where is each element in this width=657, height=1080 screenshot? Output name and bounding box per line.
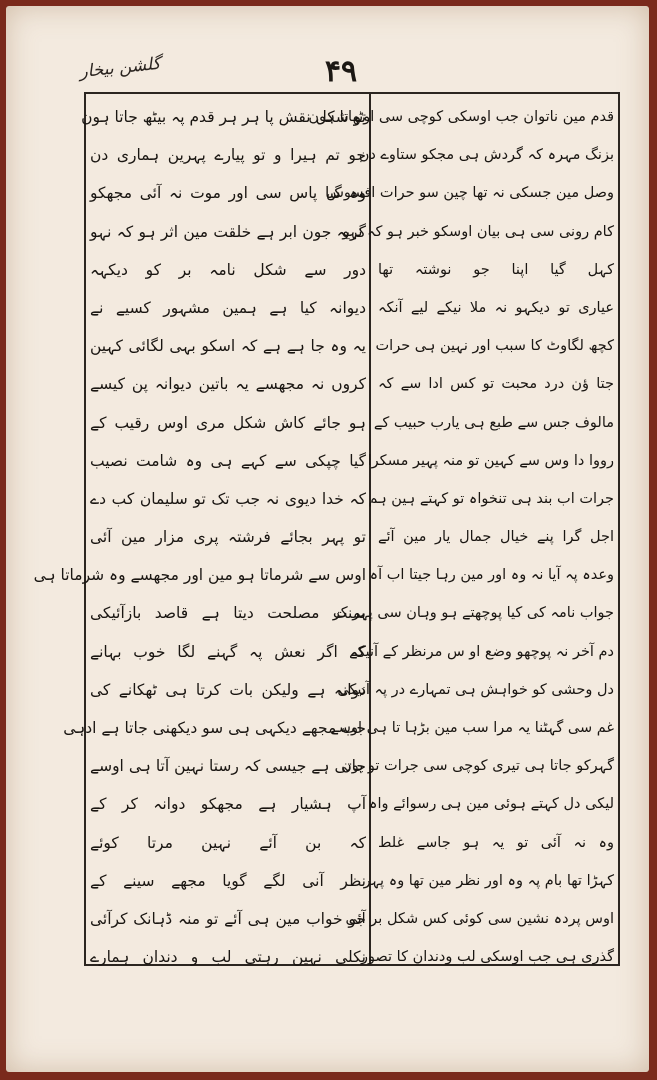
right-column-line: جواب نامہ کی کیا پوچھتے ہو وہان سی پہر کر xyxy=(332,605,614,622)
left-column xyxy=(33,98,366,976)
page-number: ۴۹ xyxy=(324,54,358,89)
left-column-line: جب مجھے دیکہی ہی سو دیکھنی جاتا ہے ادہی xyxy=(63,719,366,737)
right-column xyxy=(308,98,614,976)
left-column-line: تو شکل نقش پا ہر ہر قدم پہ بیٹھ جاتا ہون xyxy=(81,108,366,126)
left-column-line: تو پہر بجائے فرشتہ پری مزار مین آئی xyxy=(90,528,366,547)
right-column-line: وصل مین جسکی نہ تھا چین سو حرات افسوس xyxy=(326,185,614,202)
right-column-line: اجل گرا پنے خیال جمال یار مین آئے xyxy=(378,529,614,546)
left-column-line: آپ ہشیار ہے مجھکو دوانہ کر کے xyxy=(90,795,366,814)
left-column-line: اوس سے شرماتا ہو مین اور مجھسے وہ شرماتا ہی xyxy=(33,566,366,585)
right-column-line: لیکی دل کہتے ہوئی مین ہی رسوائے واہ xyxy=(368,796,614,813)
right-column-line: وعدہ پہ آیا نہ وہ اور مین رہا جیتا اب آہ xyxy=(369,567,614,584)
left-column-line: کہ اگر نعش پہ گہنے لگا خوب بہانے xyxy=(90,642,366,661)
right-column-line: دم آخر نہ پوچھو وضع او س مرنظر کے آنیکے xyxy=(349,643,614,660)
right-column-line: عیاری تو دیکہو نہ ملا نیکے لیے آنکہ xyxy=(378,299,614,316)
right-column-line: دل وحشی کو خواہش ہی تمہارے در پہ آنیکی xyxy=(337,681,614,698)
manuscript-page xyxy=(6,6,649,1072)
right-column-line: غم سی گہٹنا یہ مرا سب مین بڑہا تا ہی اوسے xyxy=(330,720,614,736)
left-column-line: دور سے شکل نامہ بر کو دیکہہ xyxy=(90,260,366,279)
left-column-line: کروں نہ مجھسے یہ باتین دیوانہ پن کیسے xyxy=(90,375,366,394)
right-column-line: کام رونی سی ہی بیان اوسکو خبر ہو کہ نہو xyxy=(342,223,614,240)
left-column-line: یہ وہ جا ہے ہے کہ اسکو بہی لگائی کہین xyxy=(90,337,366,356)
right-column-line: رووا دا وس سے کہین تو منہ پہیر مسکرا xyxy=(367,452,614,469)
right-column-line: کہل گیا اپنا جو نوشتہ تھا xyxy=(378,261,614,278)
left-column-line: کہ خدا دیوی نہ جب تک تو سلیمان کب دے xyxy=(90,489,366,508)
left-column-line: دوانہ ہے ولیکن بات کرتا ہی ٹھکانے کی xyxy=(90,680,366,699)
left-column-line: ہو جائے کاش شکل مری اوس رقیب کے xyxy=(90,413,366,432)
left-column-line: جو تم ہیرا و تو پیارے پہرین ہماری دن xyxy=(90,146,366,165)
left-column-line: نظر آنی لگے گویا مجھے سینے کے xyxy=(90,871,366,890)
running-title: گلشن بیخار xyxy=(78,53,162,83)
left-column-line: دیوانہ کیا ہے ہمین مشہور کسیے نے xyxy=(90,298,366,317)
right-column-line: وہ نہ آئی تو یہ ہو جاسے غلط xyxy=(378,834,614,851)
right-column-line: بزنگ مہرہ کہ گردش ہی مجکو ستاوے دن xyxy=(358,147,614,164)
right-column-line: گذری ہی جب اوسکی لب ودندان کا تصور xyxy=(360,949,614,966)
left-column-line: گریہ جون ابر ہے خلقت مین اثر ہو کہ نہو xyxy=(90,222,366,241)
right-column-line: کچھ لگاوٹ کا سبب اور نہین ہی حرات xyxy=(375,338,614,355)
right-column-line: گہرکو جاتا ہی تیری کوچی سی جرات تو یون xyxy=(341,758,614,775)
left-column-line: جو خواب مین ہی آئے تو منہ ڈہانک کرآئی xyxy=(90,909,366,928)
right-column-line: اوس پردہ نشین سی کوئی کس شکل بر آئی xyxy=(345,910,614,927)
left-column-line: کہ بن آئے نہین مرتا کوئے xyxy=(90,833,366,852)
left-column-line: بمنت مصلحت دیتا ہے قاصد بازآئیکی xyxy=(90,604,366,623)
right-column-line: جتا ؤن درد محبت تو کس ادا سے کہ xyxy=(378,376,614,393)
right-column-line: جرات اب بند ہی تنخواہ تو کہتے ہین ہم xyxy=(368,490,614,507)
right-column-line: مالوف جس سے طبع ہی یارب حبیب کے xyxy=(373,414,614,431)
left-column-line: نکلی نہین رہتی لب و دندان ہمارے xyxy=(90,948,366,967)
page-header xyxy=(6,54,649,94)
left-column-line: وہ گیا پاس سی اور موت نہ آئی مجھکو xyxy=(90,184,366,203)
right-column-line: قدم مین ناتوان جب اوسکی کوچی سی اوٹھاتا ہون xyxy=(308,109,614,125)
left-column-line: گیا چپکی سے کہے ہی وہ شامت نصیب xyxy=(90,451,366,470)
right-column-line: کہڑا تھا بام پہ وہ اور نظر مین تھا وہ پہر xyxy=(363,872,614,889)
left-column-line: جاتی ہے جیسی کہ رستا نہین آتا ہی اوسے xyxy=(90,757,366,776)
